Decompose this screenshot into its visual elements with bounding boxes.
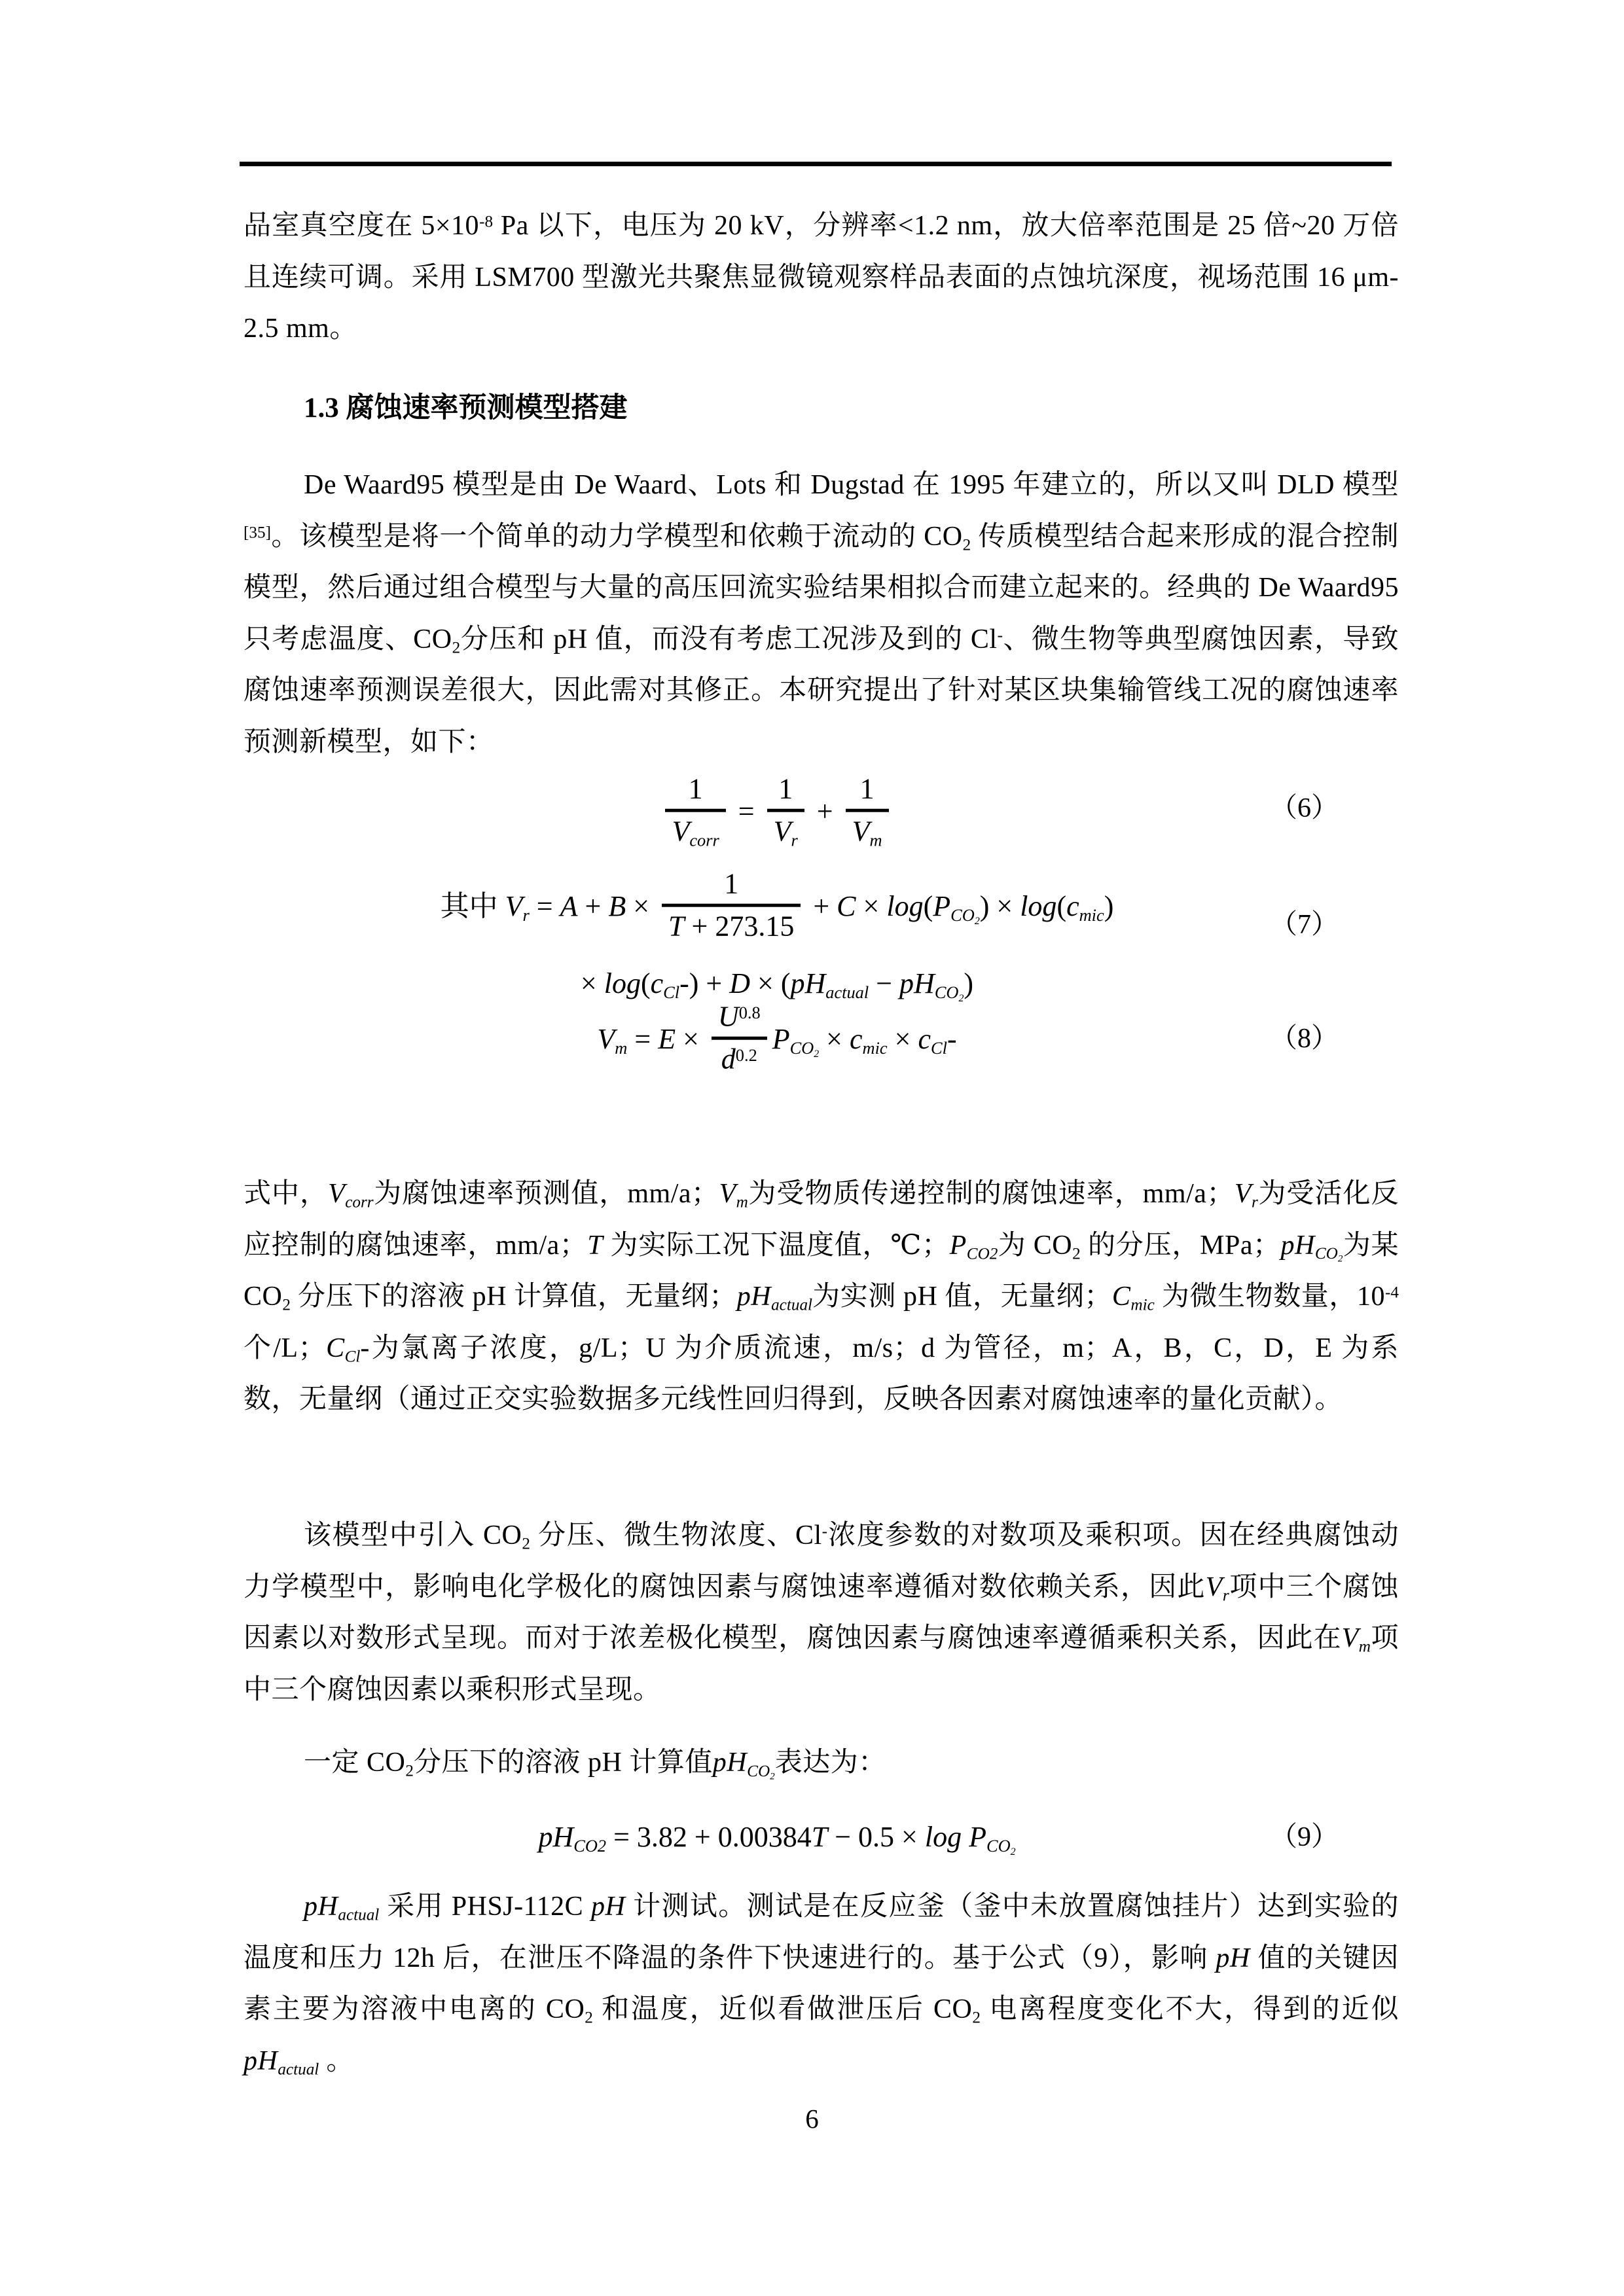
equation-7-line2: × $\log(c_{Cl}-) + D \times (pH_{actual} - pH_{CO_2})$ [580,967,974,1004]
paragraph-model-introduction: De Waard95 模型是由 De Waard、Lots 和 Dugstad 在 1995 年建立的，所以又叫 DLD 模型[35]。该模型是将一个简单的动力学模型和依赖于流动的 $CO_2$ 传质模型结合起来形成的混合控制模型，然后通过组合模型与大量的高压回流实验结果相拟合而建立起来的。经典的 De Waard95 只考虑温度、$CO_2$分压和 pH 值，而没有考虑工况涉及到的 Cl-、微生物等典型腐蚀因素，导致腐蚀速率预测误差很大，因此需对其修正。本研究提出了针对某区块集输管线工况的腐蚀速率预测新模型，如下： [244,470,1399,757]
equation-8-expression: $V_m = E$ × $\frac{U^{0.8}}{d^{0.2}}$ $P_{CO_2} \times c_{mic} \times c_{Cl}-$ [597,1000,957,1076]
equation-8 [244,982,1310,1097]
equation-6-expression: $\frac{1}{V_{corr}}$ = $\frac{1}{V_r}$ + $\frac{1}{V_m}$ [660,795,893,827]
paragraph-symbol-definitions: 式中，$V_{corr}$为腐蚀速率预测值，mm/a；$V_m$为受物质传递控制的腐蚀速率，mm/a；$V_r$为受活化反应控制的腐蚀速率，mm/a；T 为实际工况下温度值，℃；$P_{CO2}$为 $CO_2$ 的分压，MPa；$pH_{CO_2}$为某 $CO_2$ 分压下的溶液 pH 计算值，无量纲；$pH_{actual}$为实测 pH 值，无量纲；$C_{mic}$ 为微生物数量，$10^{-4}$ 个/L；$C_{Cl}-$为氯离子浓度，g/L；U 为介质流速，m/s；d 为管径，m；A，B，C，D，E 为系数，无量纲（通过正交实验数据多元线性回归得到，反映各因素对腐蚀速率的量化贡献）。 [244,1179,1399,1414]
equation-7-line1: 其中 $V_r = A + B$ × $\frac{1}{T + 273.15}$ + $C \times \log(P_{CO_2}) \times \log(c_{mic})$ [440,867,1114,943]
page-number: 6 [805,2104,819,2134]
equation-9-expression: $pH_{CO2} = 3.82 + 0.00384T - 0.5 \times \log P_{CO_2}$ [538,1821,1016,1857]
paragraph-term-explanation: 该模型中引入 $CO_2$ 分压、微生物浓度、Cl-浓度参数的对数项及乘积项。因在经典腐蚀动力学模型中，影响电化学极化的腐蚀因素与腐蚀速率遵循对数依赖关系，因此$V_r$项中三个腐蚀因素以对数形式呈现。而对于浓差极化模型，腐蚀因素与腐蚀速率遵循乘积关系，因此在$V_m$项中三个腐蚀因素以乘积形式呈现。 [244,1520,1399,1705]
equation-9 [244,1811,1310,1863]
equation-6-number: （6） [1270,793,1339,823]
paragraph-instrument-specs: 品室真空度在 $5\times 10^{-8}$ Pa 以下，电压为 20 kV，分辨率<1.2 nm，放大倍率范围是 25 倍~20 万倍且连续可调。采用 LSM700 型激光共聚焦显微镜观察样品表面的点蚀坑深度，视场范围 16 μm-2.5 mm。 [244,211,1399,344]
equation-8-number: （8） [1270,1024,1339,1054]
equation-7-number: （7） [1270,910,1339,940]
paragraph-ph-formula-intro: 一定 $CO_2$分压下的溶液 pH 计算值$pH_{CO_2}$表达为： [304,1748,886,1782]
section-heading: 1.3 腐蚀速率预测模型搭建 [304,393,628,423]
header-rule [240,162,1392,166]
paragraph-ph-actual-measurement: $pH_{actual}$ 采用 PHSJ-112C pH 计测试。测试是在反应釜（釜中未放置腐蚀挂片）达到实验的温度和压力 12h 后，在泄压不降温的条件下快速进行的。基于公式（9），影响 pH 值的关键因素主要为溶液中电离的 $CO_2$ 和温度，近似看做泄压后 $CO_2$ 电离程度变化不大，得到的近似$pH_{actual}$ 。 [244,1892,1399,2079]
equation-9-number: （9） [1270,1822,1339,1852]
